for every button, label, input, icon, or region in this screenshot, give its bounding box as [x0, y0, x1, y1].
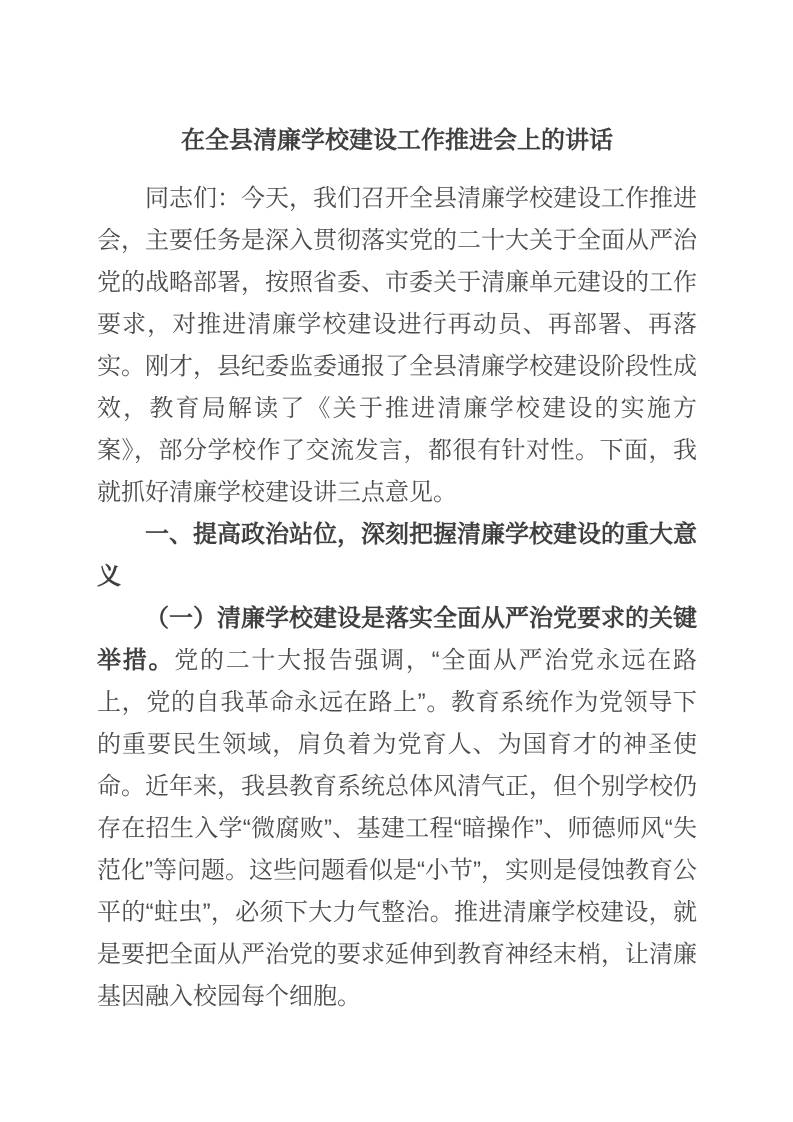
paragraph-intro: 同志们：今天，我们召开全县清廉学校建设工作推进会，主要任务是深入贯彻落实党的二十大关于全面从严治党的战略部署，按照省委、市委关于清廉单元建设的工作要求，对推进清廉学校建设进行再动员、再部署、再落实。刚才，县纪委监委通报了全县清廉学校建设阶段性成效，教育局解读了《关于推进清廉学校建设的实施方案》，部分学校作了交流发言，都很有针对性。下面，我就抓好清廉学校建设讲三点意见。 — [97, 185, 697, 506]
section-1-heading: 一、提高政治站位，深刻把握清廉学校建设的重大意义 — [97, 521, 697, 590]
paragraph-section-1-sub-1 — [97, 598, 697, 1018]
subsection-1-body: 党的二十大报告强调，“全面从严治党永远在路上，党的自我革命永远在路上”。教育系统作为党领导下的重要民生领域，肩负着为党育人、为国育才的神圣使命。近年来，我县教育系统总体风清气正，但个别学校仍存在招生入学“微腐败”、基建工程“暗操作”、师德师风“失范化”等问题。这些问题看似是“小节”，实则是侵蚀教育公平的“蛀虫”，必须下大力气整治。推进清廉学校建设，就是要把全面从严治党的要求延伸到教育神经末梢，让清廉基因融入校园每个细胞。 — [97, 647, 697, 1010]
subsection-1-lead: （一）清廉学校建设是落实全面从严治党要求的关键举措。 — [97, 605, 697, 674]
document-title: 在全县清廉学校建设工作推进会上的讲话 — [181, 127, 613, 154]
